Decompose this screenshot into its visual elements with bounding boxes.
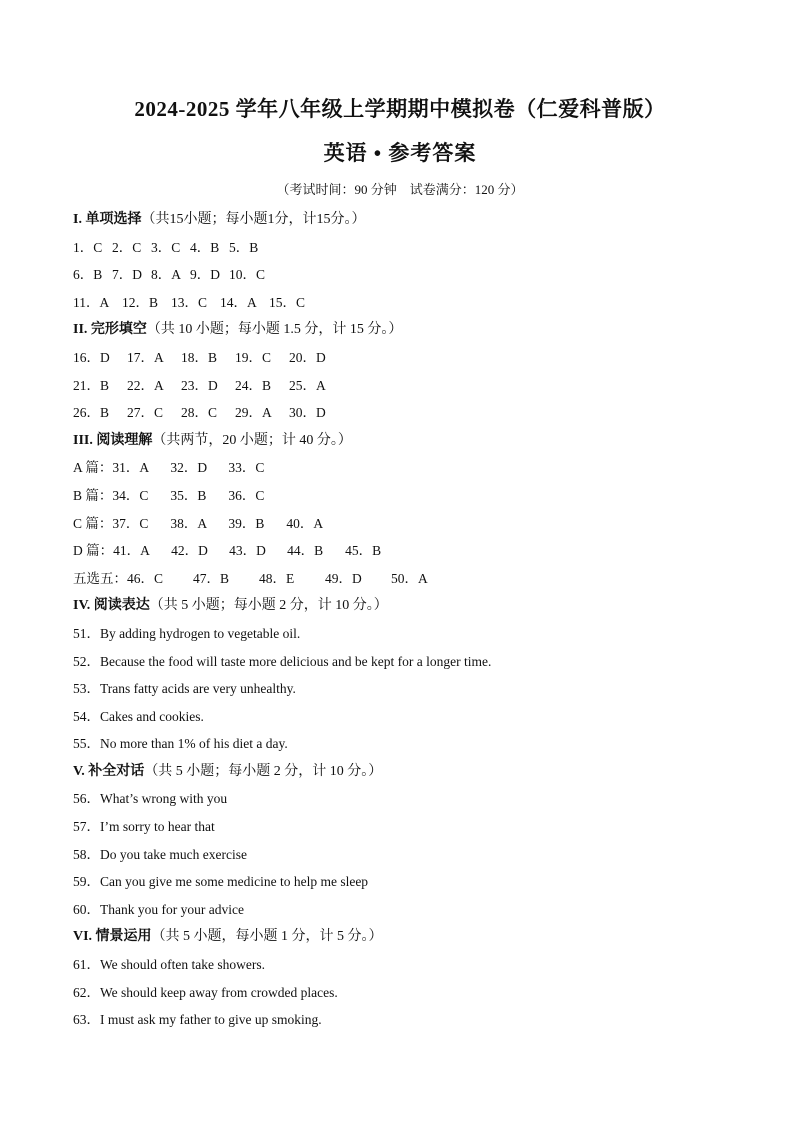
answer-item: 23．D — [181, 377, 218, 393]
answer-item: 45．B — [345, 543, 382, 559]
page-subtitle: 英语 • 参考答案 — [323, 141, 477, 165]
answer-line: 61．We should often take showers. — [73, 957, 265, 973]
section-label: II. 完形填空 — [73, 322, 147, 338]
answer-line: 60．Thank you for your advice — [73, 901, 244, 917]
answer-item: 2．C — [112, 239, 142, 255]
answer-item: 40．A — [286, 515, 324, 531]
answer-item: 26．B — [73, 405, 110, 421]
answer-item: 31．A — [112, 460, 150, 476]
answer-item: 4．B — [190, 239, 220, 255]
answer-item: 24．B — [235, 377, 272, 393]
answer-line: 51．By adding hydrogen to vegetable oil. — [73, 625, 301, 641]
answer-item: 33．C — [228, 460, 265, 476]
answer-item: 17．A — [127, 349, 164, 365]
answer-item: 42．D — [171, 543, 208, 559]
answer-line: 62．We should keep away from crowded places. — [73, 984, 338, 1000]
answer-row — [73, 510, 753, 538]
answer-item: 15．C — [269, 294, 306, 310]
passage-label: A 篇： — [73, 460, 113, 476]
section-heading-situational — [73, 923, 753, 951]
passage-label: C 篇： — [73, 515, 113, 531]
section-note: （共 5 小题；每小题 2 分，计 10 分。） — [144, 763, 383, 779]
answer-item: 19．C — [235, 349, 272, 365]
passage-label: B 篇： — [73, 487, 113, 503]
section-label: VI. 情景运用 — [73, 929, 152, 945]
answer-item: 43．D — [229, 543, 266, 559]
answer-item: 44．B — [287, 543, 324, 559]
exam-info: （考试时间：90 分钟 试卷满分：120 分） — [276, 182, 524, 197]
answer-item: 13．C — [171, 294, 208, 310]
section-label: IV. 阅读表达 — [73, 598, 150, 614]
section-heading-dialogue — [73, 758, 753, 786]
answer-row — [73, 289, 753, 317]
answer-item: 39．B — [228, 515, 265, 531]
answer-row — [73, 565, 753, 593]
answer-item: 5．B — [229, 239, 259, 255]
answer-item: 20．D — [289, 349, 326, 365]
passage-label: D 篇： — [73, 543, 114, 559]
answer-item: 1．C — [73, 239, 103, 255]
answer-row — [73, 454, 753, 482]
answer-item: 9．D — [190, 267, 220, 283]
answer-line: 58．Do you take much exercise — [73, 846, 247, 862]
section-heading-reading-expression — [73, 592, 753, 620]
section-note: （共15小题；每小题1分，计15分。） — [141, 212, 366, 227]
section-note: （共 5 小题，每小题 1 分，计 5 分。） — [151, 929, 383, 945]
answer-item: 38．A — [170, 515, 208, 531]
answer-item: 37．C — [112, 515, 149, 531]
section-heading-cloze — [73, 316, 753, 344]
answer-item: 28．C — [181, 405, 218, 421]
answer-row — [73, 482, 753, 510]
answer-item: 8．A — [151, 267, 181, 283]
answer-item: 49．D — [325, 570, 362, 586]
answer-item: 29．A — [235, 405, 272, 421]
answer-item: 14．A — [220, 294, 257, 310]
answer-line: 52．Because the food will taste more delicious and be kept for a longer time. — [73, 653, 492, 669]
answer-line: 56．What’s wrong with you — [73, 791, 228, 807]
section-label: V. 补全对话 — [73, 763, 145, 779]
answer-item: 47．B — [193, 570, 230, 586]
section-heading-reading — [73, 427, 753, 455]
section-label: III. 阅读理解 — [73, 432, 153, 448]
answer-line: 57．I’m sorry to hear that — [73, 819, 215, 835]
section-note: （共两节，20 小题；计 40 分。） — [152, 432, 352, 448]
answer-item: 10．C — [229, 267, 266, 283]
answer-item: 27．C — [127, 405, 164, 421]
answer-row — [73, 234, 753, 262]
answer-item: 18．B — [181, 349, 218, 365]
section-label: I. 单项选择 — [73, 212, 142, 227]
answer-item: 6．B — [73, 267, 103, 283]
answer-line: 53．Trans fatty acids are very unhealthy. — [73, 681, 296, 697]
answer-line: 54．Cakes and cookies. — [73, 708, 204, 724]
answer-row — [73, 537, 753, 565]
section-heading-single-choice — [73, 206, 753, 234]
answer-item: 3．C — [151, 239, 181, 255]
answer-row — [73, 261, 753, 289]
answer-item: 7．D — [112, 267, 142, 283]
section-note: （共 5 小题；每小题 2 分，计 10 分。） — [149, 598, 388, 614]
answer-line: 55．No more than 1% of his diet a day. — [73, 736, 288, 752]
answer-item: 11．A — [73, 294, 110, 310]
answer-item: 36．C — [228, 487, 265, 503]
answer-item: 48．E — [259, 570, 295, 586]
answer-row — [73, 399, 753, 427]
answer-line: 63．I must ask my father to give up smoking. — [73, 1012, 322, 1028]
answer-line: 59．Can you give me some medicine to help me sleep — [73, 874, 369, 890]
answer-item: 50．A — [391, 570, 428, 586]
answer-item: 41．A — [113, 543, 150, 559]
passage-label: 五选五： — [73, 570, 127, 586]
answer-item: 22．A — [127, 377, 164, 393]
answer-item: 46．C — [127, 570, 164, 586]
answer-item: 25．A — [289, 377, 326, 393]
answer-row — [73, 372, 753, 400]
answer-item: 21．B — [73, 377, 110, 393]
answer-item: 32．D — [170, 460, 208, 476]
answer-item: 16．D — [73, 349, 110, 365]
page-title: 2024-2025 学年八年级上学期期中模拟卷（仁爱科普版） — [134, 97, 666, 121]
section-note: （共 10 小题；每小题 1.5 分，计 15 分。） — [146, 322, 403, 338]
answer-item: 35．B — [170, 487, 207, 503]
answer-item: 34．C — [112, 487, 149, 503]
answer-row — [73, 344, 753, 372]
answer-item: 12．B — [122, 294, 159, 310]
answer-key — [73, 206, 753, 1034]
answer-item: 30．D — [289, 405, 326, 421]
